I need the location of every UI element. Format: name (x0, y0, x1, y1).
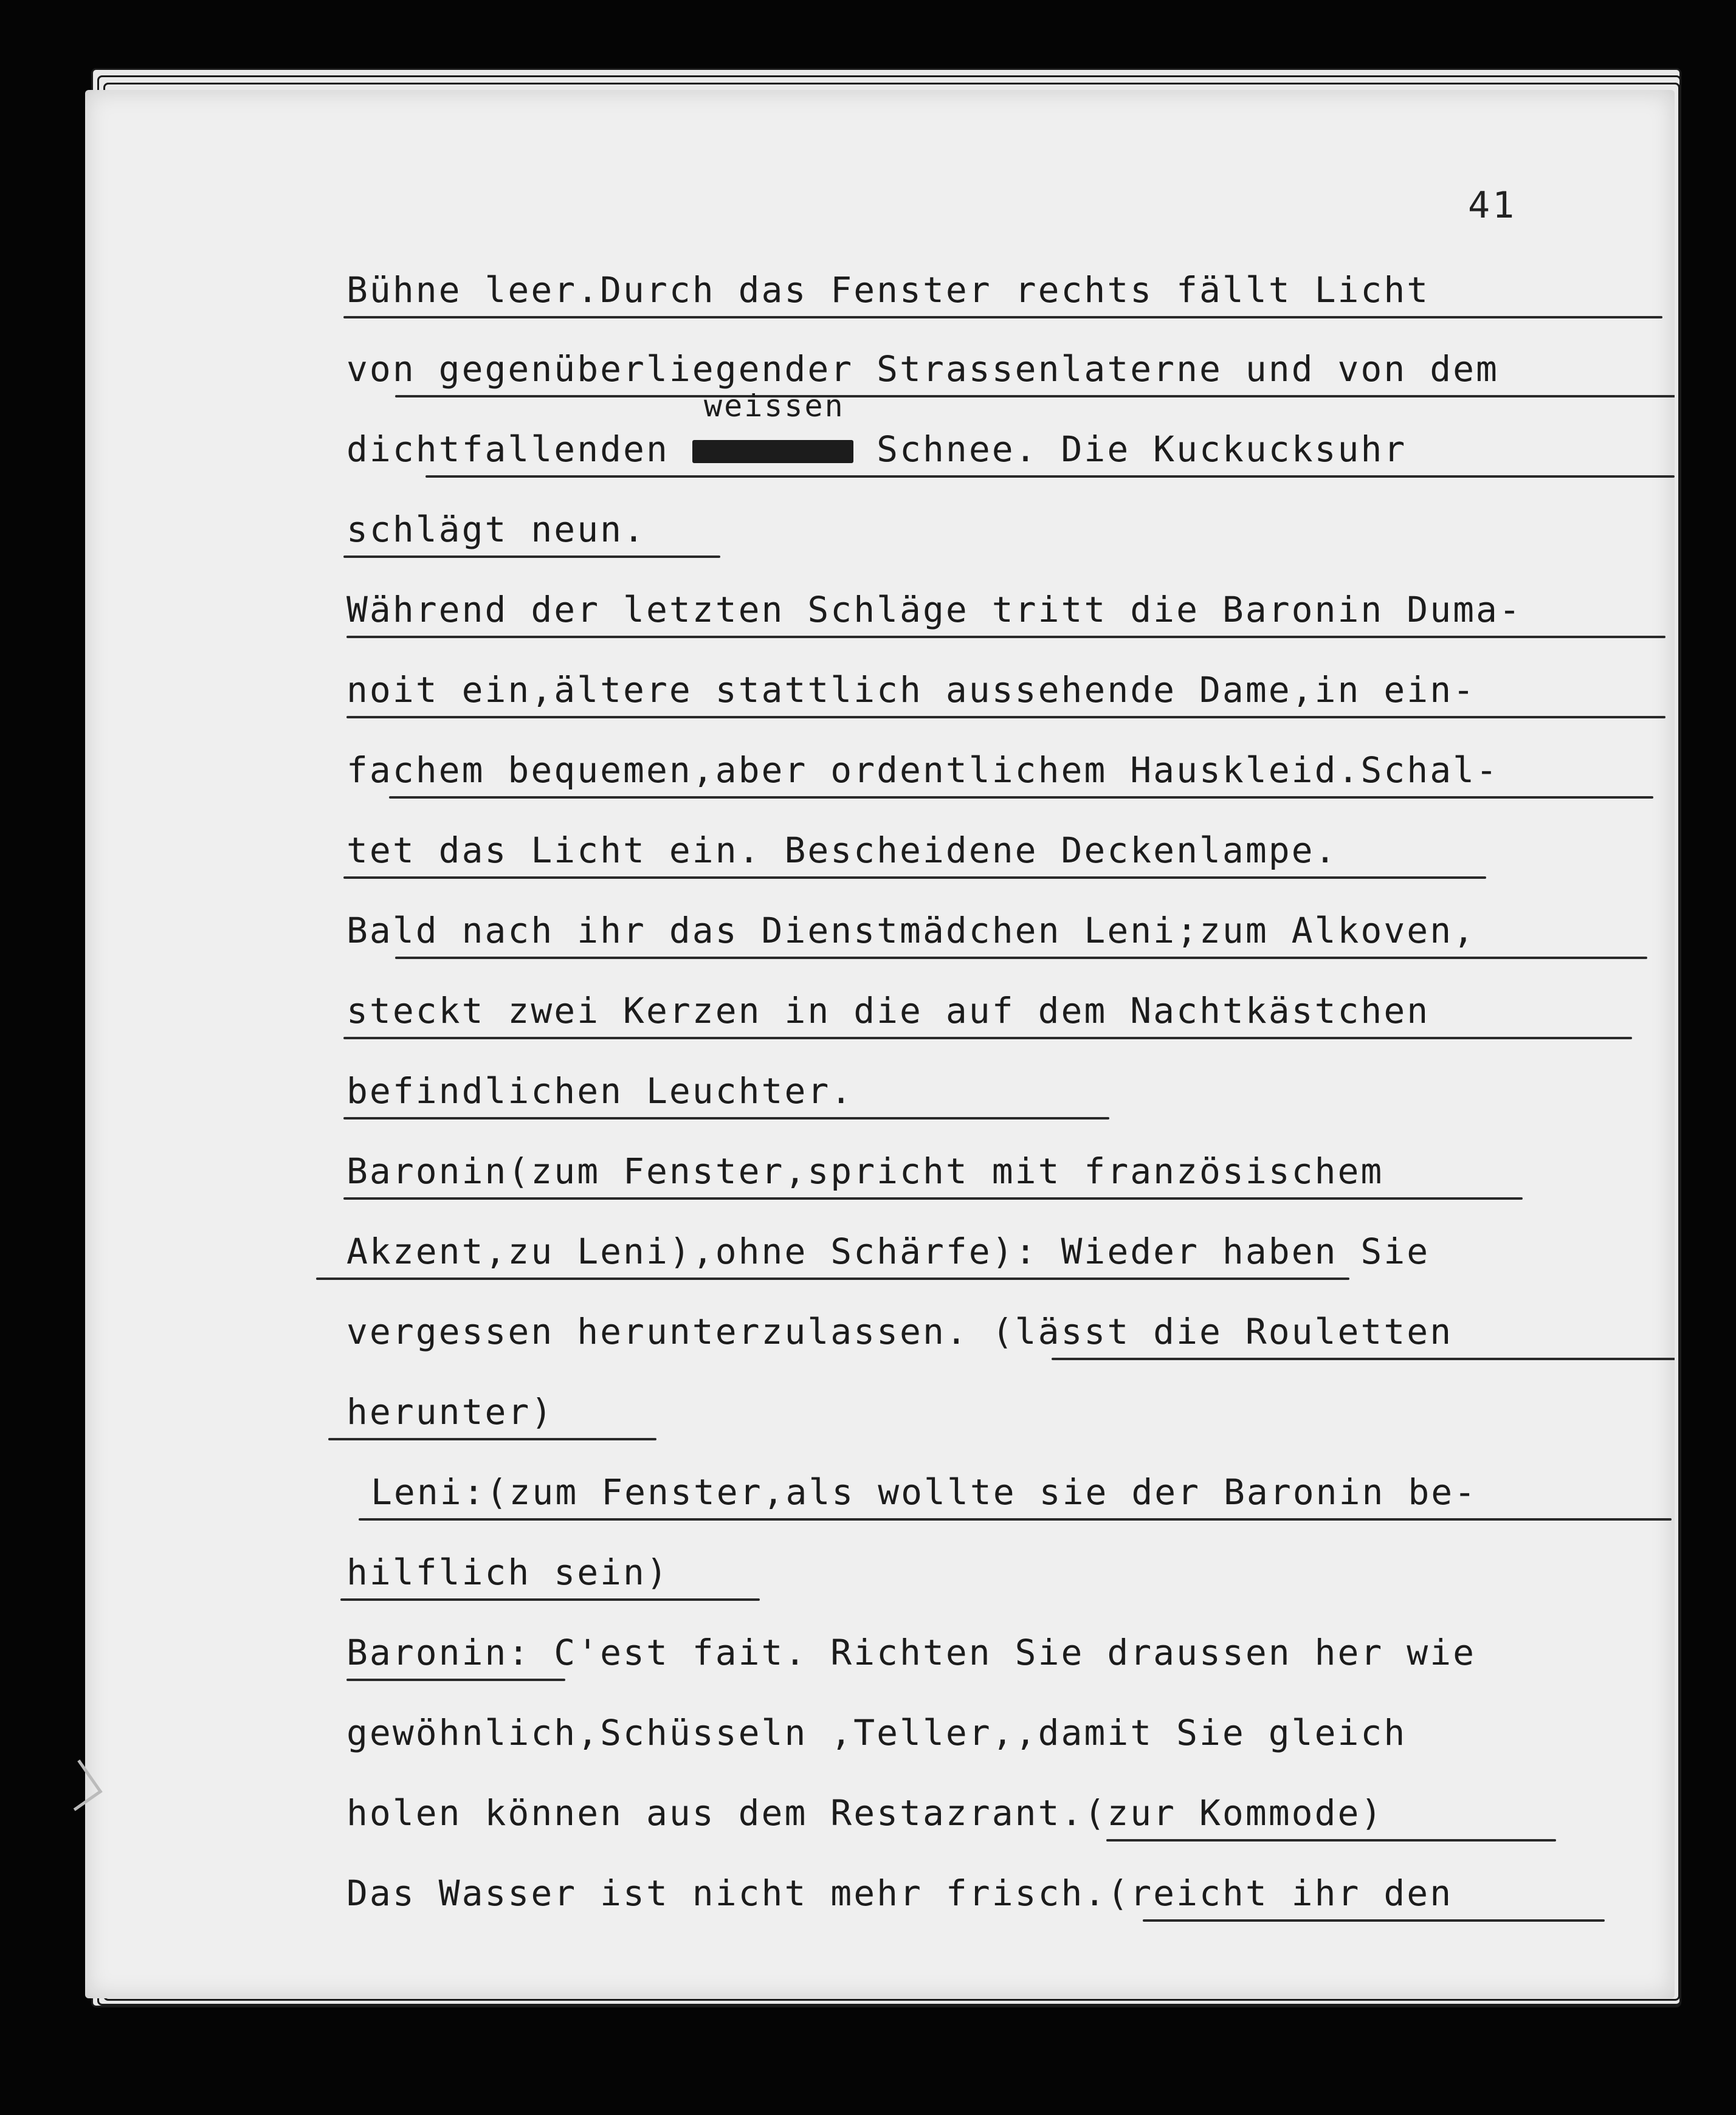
text-line-13: Akzent,zu Leni),ohne Schärfe): Wieder haben Sie (346, 1231, 1430, 1272)
text-line-10: steckt zwei Kerzen in die auf dem Nachtkästchen (346, 990, 1430, 1031)
text-line-18: Baronin: C'est fait. Richten Sie draussen her wie (346, 1632, 1476, 1673)
underline-1 (343, 316, 1662, 318)
underline-8 (343, 876, 1486, 879)
typed-insertion: weissen (704, 388, 845, 424)
text-line-3-start: dichtfallenden (346, 428, 669, 470)
underline-13 (316, 1278, 1349, 1280)
text-line-14: vergessen herunterzulassen. (lässt die Rouletten (346, 1311, 1453, 1352)
underline-17 (340, 1598, 760, 1601)
text-line-9: Bald nach ihr das Dienstmädchen Leni;zum Alkoven, (346, 910, 1476, 951)
underline-4 (343, 555, 720, 558)
text-line-21: Das Wasser ist nicht mehr frisch.(reicht ihr den (346, 1873, 1453, 1914)
struck-word (692, 440, 853, 463)
text-line-12: Baronin(zum Fenster,spricht mit französischem (346, 1150, 1384, 1192)
underline-21 (1143, 1919, 1605, 1922)
underline-10 (343, 1037, 1632, 1039)
underline-20 (1106, 1839, 1556, 1842)
underline-3 (425, 475, 1675, 478)
text-line-20: holen können aus dem Restazrant.(zur Kommode) (346, 1792, 1384, 1834)
underline-9 (395, 957, 1647, 959)
text-line-15: herunter) (346, 1391, 554, 1432)
underline-12 (343, 1197, 1523, 1200)
underline-14 (1052, 1358, 1675, 1360)
text-line-19: gewöhnlich,Schüsseln ,Teller,,damit Sie gleich (346, 1712, 1407, 1753)
underline-6 (346, 716, 1665, 718)
underline-18 (346, 1679, 565, 1681)
underline-2 (395, 395, 1675, 397)
text-line-4: schlägt neun. (346, 509, 646, 550)
underline-5 (346, 636, 1665, 638)
underline-7 (389, 796, 1653, 799)
text-line-5: Während der letzten Schläge tritt die Baronin Duma- (346, 589, 1522, 630)
text-line-7: fachem bequemen,aber ordentlichem Hauskleid.Schal- (346, 749, 1499, 791)
text-line-6: noit ein,ältere stattlich aussehende Dame,in ein- (346, 669, 1476, 710)
underline-15 (328, 1438, 656, 1440)
text-line-3 (346, 428, 1407, 470)
text-line-1: Bühne leer.Durch das Fenster rechts fällt Licht (346, 269, 1430, 311)
text-line-8: tet das Licht ein. Bescheidene Deckenlampe. (346, 830, 1338, 871)
underline-16 (359, 1518, 1672, 1521)
text-line-3-end: Schnee. Die Kuckucksuhr (877, 428, 1407, 470)
page-number: 41 (1468, 184, 1517, 227)
text-line-11: befindlichen Leuchter. (346, 1070, 854, 1112)
typescript-page (85, 90, 1675, 1998)
text-line-2: von gegenüberliegender Strassenlaterne und von dem (346, 348, 1499, 390)
text-line-17: hilflich sein) (346, 1552, 669, 1593)
text-line-16: Leni:(zum Fenster,als wollte sie der Baronin be- (371, 1471, 1478, 1513)
underline-11 (343, 1117, 1109, 1119)
